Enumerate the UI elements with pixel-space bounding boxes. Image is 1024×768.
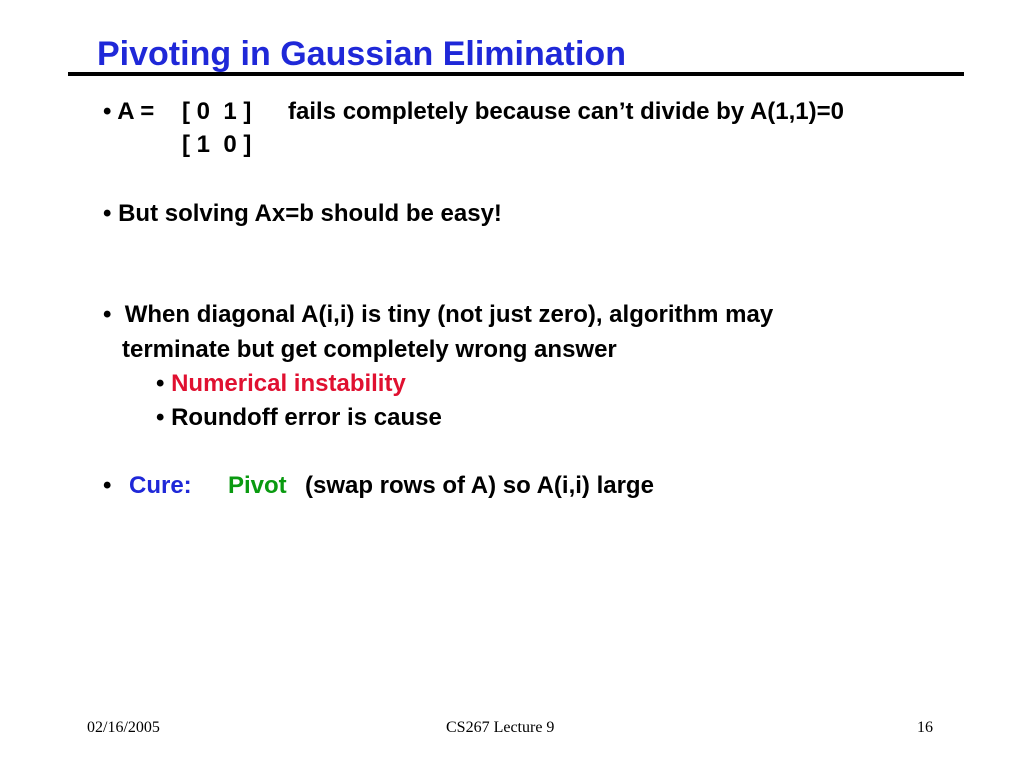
slide-title: Pivoting in Gaussian Elimination <box>97 35 626 73</box>
bullet-icon: • <box>103 472 112 499</box>
bullet-icon: • <box>103 301 112 328</box>
bullet-icon: • <box>103 200 112 227</box>
bullet-icon: • <box>103 98 112 125</box>
bullet-cure <box>103 471 111 501</box>
bullet-diagonal-line2: terminate but get completely wrong answer <box>122 336 617 363</box>
cure-rest: (swap rows of A) so A(i,i) large <box>305 472 654 499</box>
bullet-matrix-text: fails completely because can’t divide by A(1,1)=0 <box>288 98 844 125</box>
bullet-icon: • <box>156 404 165 431</box>
matrix-row-1: [ 0 1 ] <box>182 98 252 125</box>
footer-date: 02/16/2005 <box>87 719 160 736</box>
matrix-prefix: A = <box>117 98 155 125</box>
bullet-diagonal-line1: When diagonal A(i,i) is tiny (not just zero), algorithm may <box>118 301 774 328</box>
matrix-row-2: [ 1 0 ] <box>182 131 252 158</box>
instability-text: Numerical instability <box>171 370 406 397</box>
roundoff-text: Roundoff error is cause <box>171 404 442 431</box>
bullet-matrix-a <box>103 97 154 127</box>
bullet-solving-text: But solving Ax=b should be easy! <box>118 200 502 227</box>
sub-bullet-roundoff <box>156 403 442 433</box>
cure-label: Cure: <box>129 472 192 499</box>
pivot-word: Pivot <box>228 472 287 499</box>
sub-bullet-instability <box>156 369 406 399</box>
bullet-diagonal <box>103 300 773 330</box>
footer-page-number: 16 <box>917 719 933 736</box>
bullet-solving <box>103 199 502 229</box>
title-divider <box>68 72 964 76</box>
footer-course: CS267 Lecture 9 <box>446 719 555 736</box>
bullet-icon: • <box>156 370 165 397</box>
